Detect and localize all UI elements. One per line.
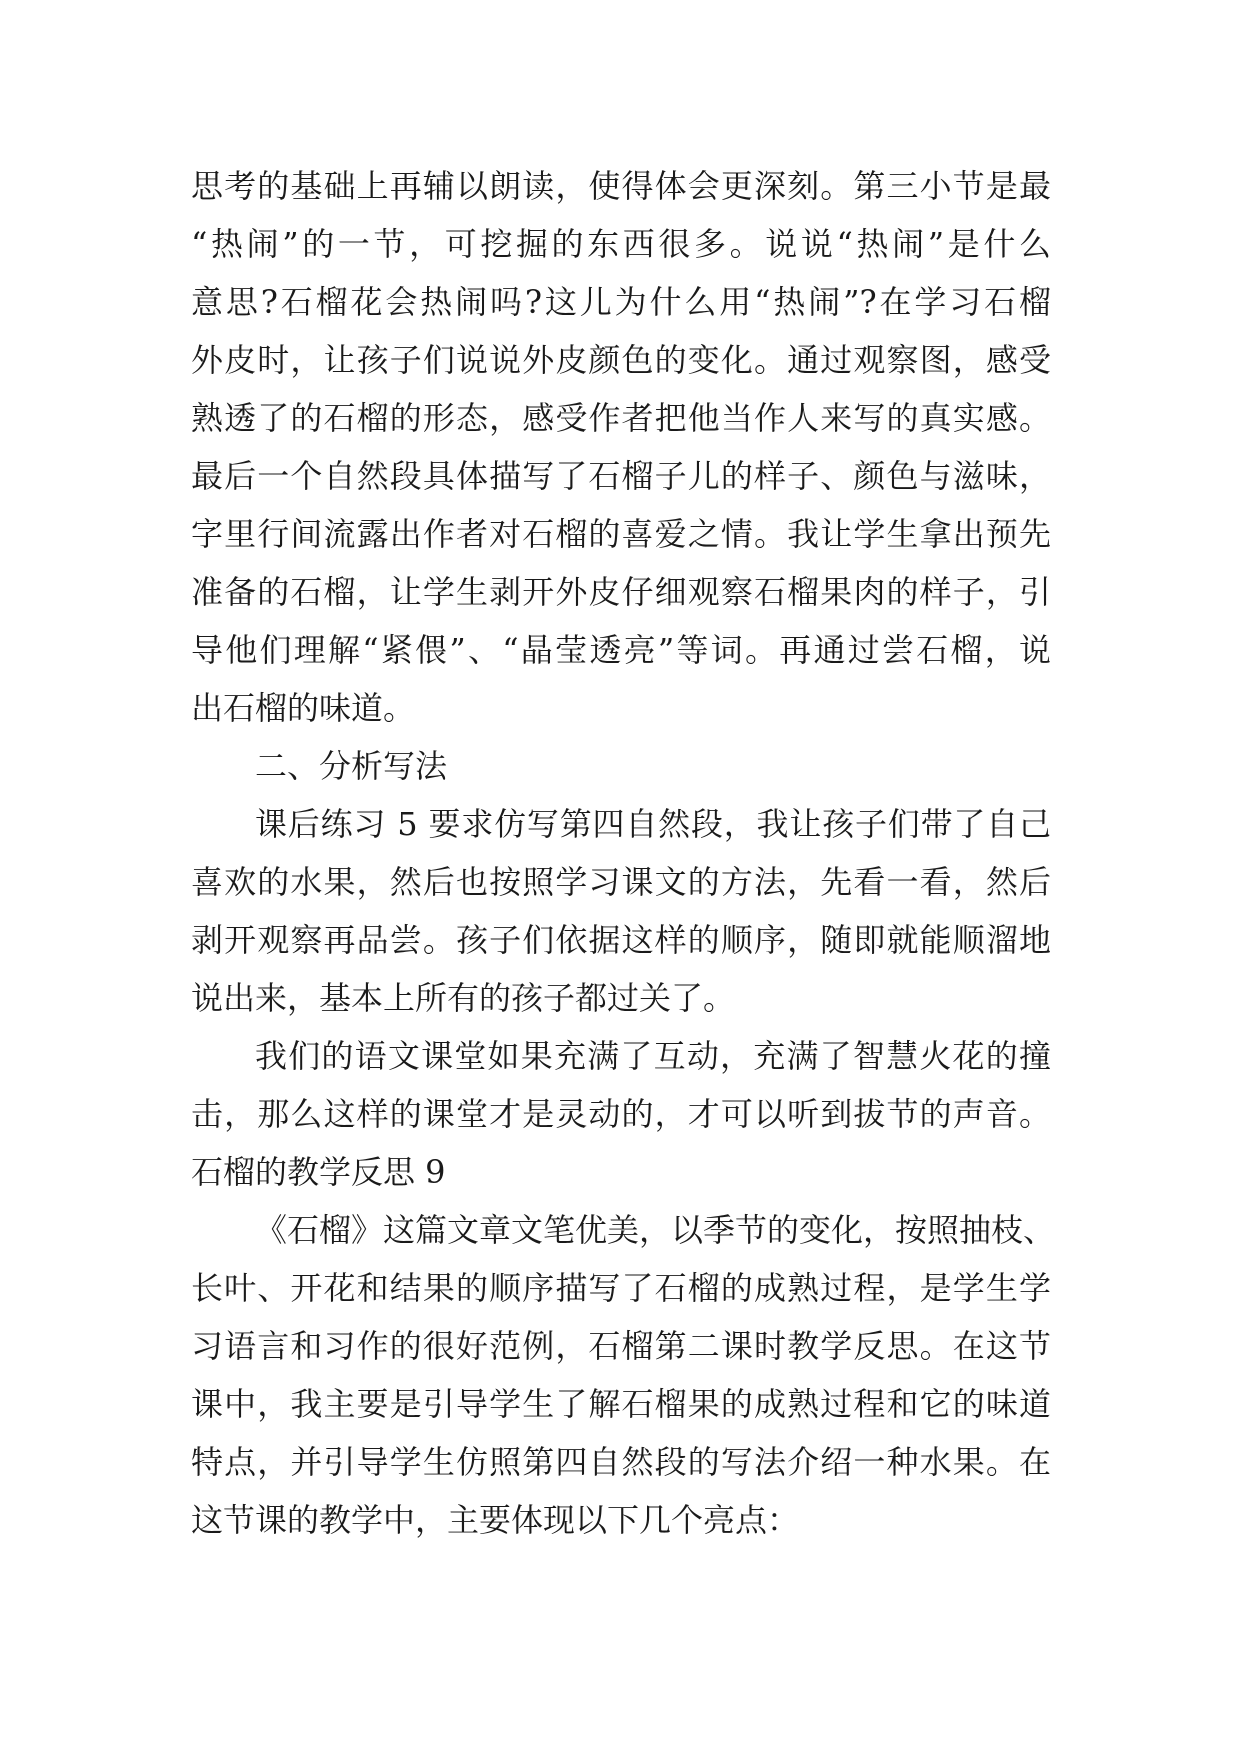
text-line: 这节课的教学中，主要体现以下几个亮点： — [191, 1501, 800, 1539]
article-title: 石榴的教学反思 9 — [191, 1153, 446, 1191]
text-line: 准备的石榴，让学生剥开外皮仔细观察石榴果肉的样子，引 — [191, 573, 1051, 611]
text-line: 特点，并引导学生仿照第四自然段的写法介绍一种水果。在 — [191, 1443, 1051, 1481]
text-line: 出石榴的味道。 — [191, 689, 416, 727]
text-line: 思考的基础上再辅以朗读，使得体会更深刻。第三小节是最 — [191, 167, 1051, 205]
text-line: 击，那么这样的课堂才是灵动的，才可以听到拔节的声音。 — [191, 1095, 1051, 1133]
text-line: 意思?石榴花会热闹吗?这儿为什么用“热闹”?在学习石榴 — [191, 283, 1051, 321]
section-heading: 二、分析写法 — [255, 747, 448, 785]
text-line: 说出来，基本上所有的孩子都过关了。 — [191, 979, 736, 1017]
text-line: 最后一个自然段具体描写了石榴子儿的样子、颜色与滋味， — [191, 457, 1051, 495]
document-body — [191, 157, 1056, 1549]
text-line: 喜欢的水果，然后也按照学习课文的方法，先看一看，然后 — [191, 863, 1051, 901]
text-line: 导他们理解“紧偎”、“晶莹透亮”等词。再通过尝石榴，说 — [191, 631, 1051, 669]
text-line: 外皮时，让孩子们说说外皮颜色的变化。通过观察图，感受 — [191, 341, 1051, 379]
text-line: 《石榴》这篇文章文笔优美，以季节的变化，按照抽枝、 — [255, 1211, 1056, 1249]
text-line: 我们的语文课堂如果充满了互动，充满了智慧火花的撞 — [255, 1037, 1051, 1075]
text-line: 课后练习 5 要求仿写第四自然段，我让孩子们带了自己 — [255, 805, 1051, 843]
text-line: 剥开观察再品尝。孩子们依据这样的顺序，随即就能顺溜地 — [191, 921, 1051, 959]
text-line: 长叶、开花和结果的顺序描写了石榴的成熟过程，是学生学 — [191, 1269, 1051, 1307]
text-line: “热闹”的一节，可挖掘的东西很多。说说“热闹”是什么 — [191, 225, 1051, 263]
text-line: 字里行间流露出作者对石榴的喜爱之情。我让学生拿出预先 — [191, 515, 1051, 553]
text-line: 熟透了的石榴的形态，感受作者把他当作人来写的真实感。 — [191, 399, 1051, 437]
text-line: 习语言和习作的很好范例，石榴第二课时教学反思。在这节 — [191, 1327, 1051, 1365]
text-line: 课中，我主要是引导学生了解石榴果的成熟过程和它的味道 — [191, 1385, 1051, 1423]
